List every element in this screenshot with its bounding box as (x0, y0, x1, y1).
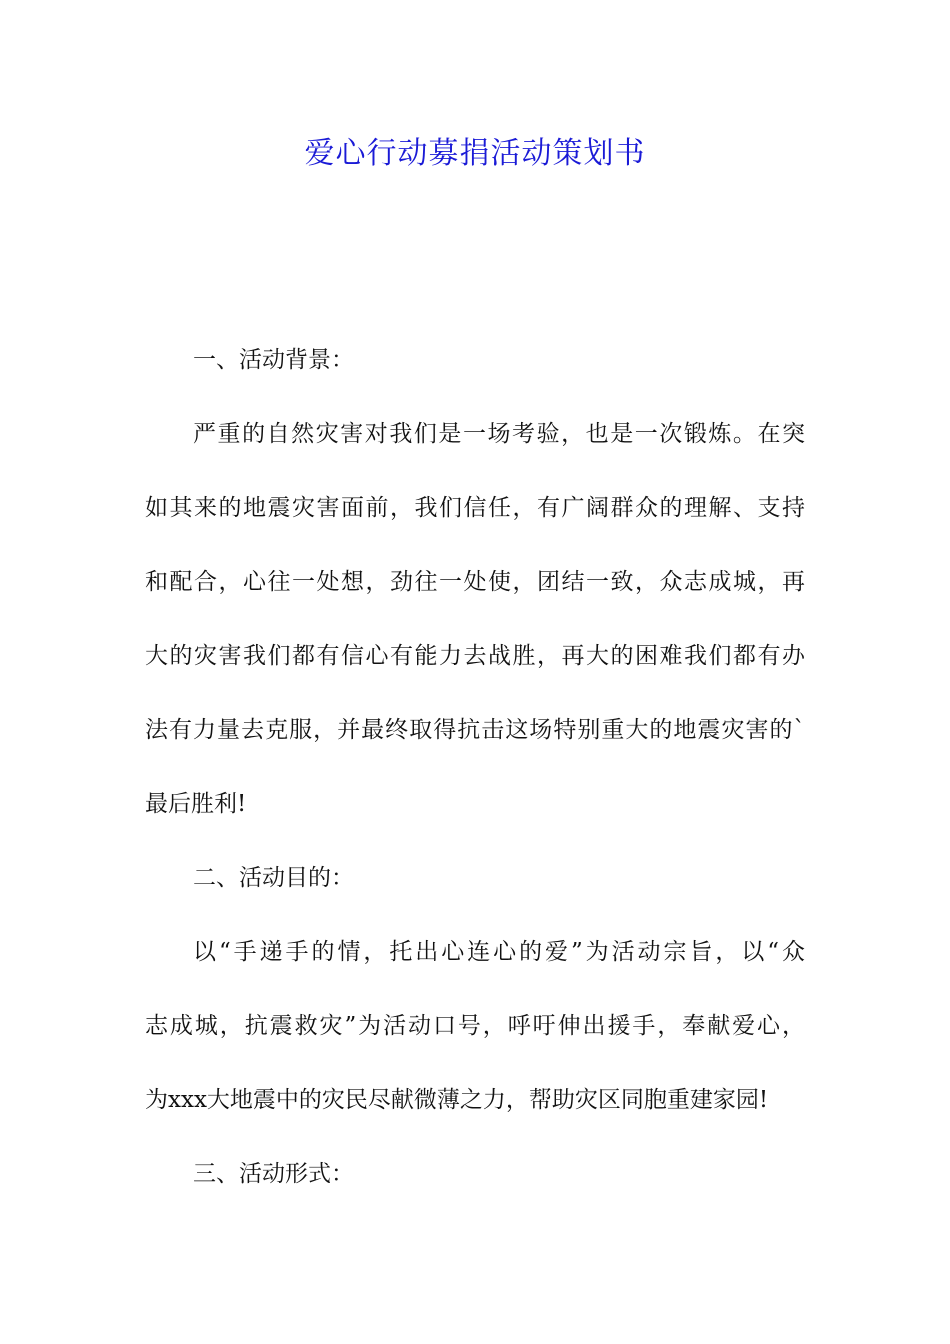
paragraph-line: 大的灾害我们都有信心有能力去战胜，再大的困难我们都有办 (145, 643, 805, 669)
paragraph-line: 以“手递手的情，托出心连心的爱”为活动宗旨，以“众 (193, 939, 805, 965)
paragraph-line: 如其来的地震灾害面前，我们信任，有广阔群众的理解、支持 (145, 495, 805, 521)
paragraph-line: 法有力量去克服，并最终取得抗击这场特别重大的地震灾害的` (145, 717, 805, 743)
paragraph-line: 志成城，抗震救灾”为活动口号，呼吁伸出援手，奉献爱心， (145, 1013, 805, 1039)
document-title: 爱心行动募捐活动策划书 (304, 136, 646, 171)
paragraph-line: 最后胜利! (145, 791, 247, 817)
paragraph-line: 为xxx大地震中的灾民尽献微薄之力，帮助灾区同胞重建家园! (145, 1087, 769, 1113)
section-heading-purpose: 二、活动目的： (193, 865, 354, 891)
paragraph-line: 和配合，心往一处想，劲往一处使，团结一致，众志成城，再 (145, 569, 805, 595)
section-heading-format: 三、活动形式： (193, 1161, 354, 1187)
document-body (145, 348, 805, 1236)
paragraph-line: 严重的自然灾害对我们是一场考验，也是一次锻炼。在突 (193, 421, 805, 447)
section-heading-background: 一、活动背景： (193, 347, 354, 373)
